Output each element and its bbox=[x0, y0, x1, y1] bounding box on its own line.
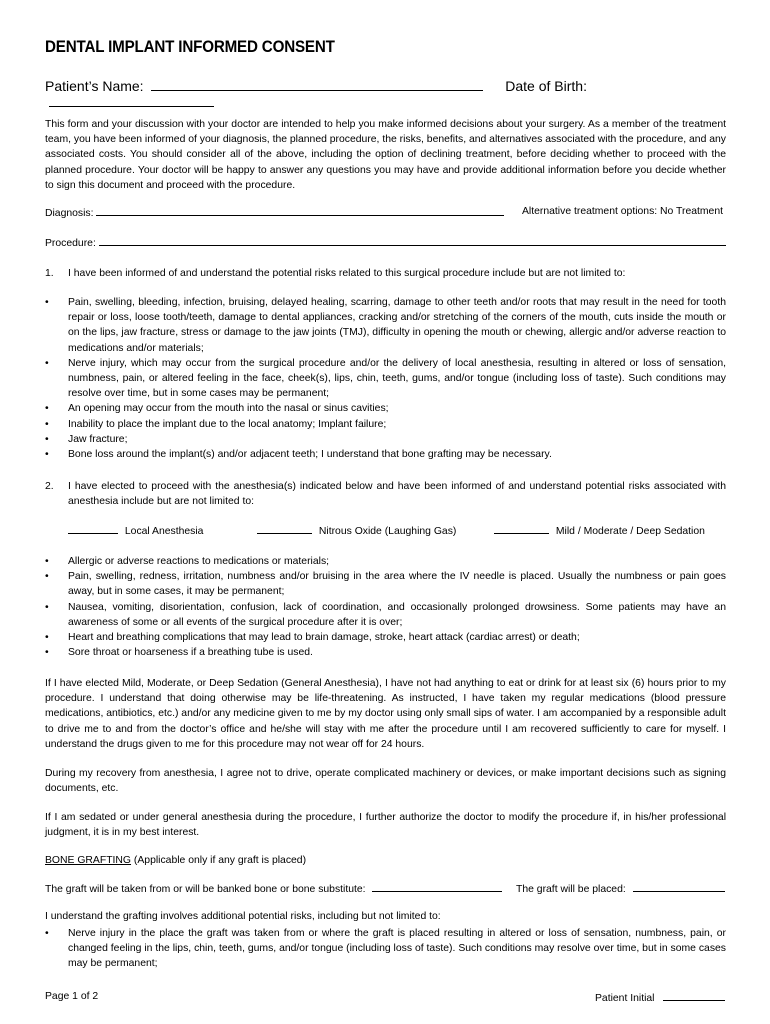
list-item: • Bone loss around the implant(s) and/or adjacent teeth; I understand that bone grafting may be necessary. bbox=[45, 449, 552, 461]
dob-label: Date of Birth: bbox=[505, 78, 587, 94]
section-1 bbox=[45, 266, 726, 281]
section-2-text: I have elected to proceed with the anesthesia(s) indicated below and have been informed of and understand potential risks associated with anesthesia include but are not limited to: bbox=[68, 481, 726, 508]
list-item: • Pain, swelling, bleeding, infection, bruising, delayed healing, scarring, damage to other teeth and/or roots that may result in the need for tooth repair or loss, loose tooth/teeth, damage to dental appliances, cracking and/or stretching of the corners of the mouth, cuts inside the mouth or on the lips, jaw fracture, stress or damage to the jaw joints (TMJ), difficulty in opening the mouth or chewing, allergic and/or adverse reaction to medications and/or materials; bbox=[45, 297, 726, 354]
procedure-row bbox=[45, 236, 726, 249]
modify-procedure-paragraph: If I am sedated or under general anesthesia during the procedure, I further authorize the doctor to modify the procedure if, in his/her professional judgment, it is in my best interest. bbox=[45, 812, 726, 839]
grafting-risks-intro: I understand the grafting involves additional potential risks, including but not limited to: bbox=[45, 911, 441, 922]
anesthesia-option-local bbox=[68, 524, 203, 537]
intro-paragraph: This form and your discussion with your doctor are intended to help you make informed decisions about your surgery. As a member of the treatment team, you have been informed of your diagnosis, the planned procedure, the risks, benefits, and alternatives associated with the procedure, and any associated costs. You should consider all of the above, including the option of declining treatment, before deciding whether to proceed with the planned procedure. Your doctor will be happy to answer any questions you may have and provide additional information before you decide whether to sign this document and proceed with the procedure. bbox=[45, 119, 727, 191]
patient-initial-row bbox=[595, 991, 725, 1004]
list-item: • Heart and breathing complications that may lead to brain damage, stroke, heart attack (cardiac arrest) or death; bbox=[45, 632, 580, 644]
section-1-risk-list bbox=[45, 295, 726, 462]
recovery-paragraph: During my recovery from anesthesia, I agree not to drive, operate complicated machinery or devices, or make important decisions such as signing documents, etc. bbox=[45, 768, 726, 795]
anesthesia-option-sedation bbox=[494, 524, 705, 537]
grafting-risk-list bbox=[45, 926, 726, 972]
section-2-risk-list bbox=[45, 554, 726, 660]
list-item: • Allergic or adverse reactions to medications or materials; bbox=[45, 556, 330, 567]
list-item: • An opening may occur from the mouth into the nasal or sinus cavities; bbox=[45, 403, 389, 415]
list-item: • Nausea, vomiting, disorientation, confusion, lack of coordination, and occasionally prolonged drowsiness. Some patients may have an awareness of some or all events of the surgical procedure after it is over; bbox=[45, 601, 726, 628]
alternative-treatment: Alternative treatment options: No Treatment bbox=[522, 206, 723, 217]
list-item: • Nerve injury in the place the graft was taken from or where the graft is placed resulting in altered or loss of sensation, numbness, pain, or changed feeling in the lips, chin, teeth, gums, and/or tongue (including loss of taste). Such conditions may resolve over time, but in some cases may be permanent; bbox=[45, 928, 726, 970]
graft-source-row bbox=[45, 882, 502, 895]
nitrous-oxide-label: Nitrous Oxide (Laughing Gas) bbox=[318, 526, 457, 537]
graft-source-label: The graft will be taken from or will be banked bone or bone substitute: bbox=[45, 884, 366, 895]
section-2 bbox=[45, 479, 726, 509]
list-item: • Jaw fracture; bbox=[45, 433, 128, 445]
bone-grafting-heading-row bbox=[45, 855, 306, 866]
procedure-label: Procedure: bbox=[45, 238, 96, 249]
dob-field[interactable] bbox=[49, 94, 214, 107]
list-item: • Sore throat or hoarseness if a breathing tube is used. bbox=[45, 647, 313, 659]
diagnosis-field[interactable] bbox=[96, 206, 504, 216]
sedation-paragraph: If I have elected Mild, Moderate, or Deep Sedation (General Anesthesia), I have not had anything to eat or drink for at least six (6) hours prior to my procedure. I understand that doing otherwise may be life-threatening. As instructed, I have taken my regular medications (blood pressure medications, antibiotics, etc.) and/or any medicine given to me by my doctor using only small sips of water. I am accompanied by a responsible adult to drive me to and from the doctor’s office and he/she will stay with me after the procedure until I am recovered sufficiently to care for myself. I understand the drugs given to me for this procedure may not wear off for 24 hours. bbox=[45, 678, 726, 750]
patient-name-field[interactable] bbox=[151, 78, 483, 91]
list-item: • Nerve injury, which may occur from the surgical procedure and/or the delivery of local anesthesia, resulting in altered or loss of sensation, numbness, pain, or altered feeling in the face, cheek(s), lips, chin, teeth, gums, and/or tongue (including loss of taste). Such conditions may resolve over time, but in some cases may be permanent; bbox=[45, 357, 726, 400]
page-number: Page 1 of 2 bbox=[45, 991, 99, 1002]
patient-info-row bbox=[45, 78, 725, 110]
patient-name-label: Patient’s Name: bbox=[45, 78, 144, 94]
nitrous-oxide-checkbox[interactable] bbox=[257, 524, 312, 534]
patient-initial-field[interactable] bbox=[663, 991, 725, 1001]
bone-grafting-note: (Applicable only if any graft is placed) bbox=[131, 855, 307, 866]
list-item: • Inability to place the implant due to the local anatomy; Implant failure; bbox=[45, 418, 387, 430]
diagnosis-label: Diagnosis: bbox=[45, 208, 94, 219]
document-title: DENTAL IMPLANT INFORMED CONSENT bbox=[45, 38, 335, 56]
diagnosis-row bbox=[45, 206, 504, 219]
graft-placed-label: The graft will be placed: bbox=[516, 884, 626, 895]
section-1-number: 1. bbox=[45, 268, 54, 279]
patient-initial-label: Patient Initial bbox=[595, 993, 655, 1004]
local-anesthesia-checkbox[interactable] bbox=[68, 524, 118, 534]
graft-placed-row bbox=[516, 882, 725, 895]
section-1-text: I have been informed of and understand the potential risks related to this surgical procedure include but are not limited to: bbox=[68, 268, 626, 279]
bone-grafting-heading: BONE GRAFTING bbox=[45, 855, 132, 866]
graft-placed-field[interactable] bbox=[633, 882, 725, 892]
list-item: • Pain, swelling, redness, irritation, numbness and/or bruising in the area where the IV needle is placed. Usually the numbness or pain goes away, but in some cases, it may be permanent; bbox=[45, 571, 726, 598]
sedation-checkbox[interactable] bbox=[494, 524, 549, 534]
local-anesthesia-label: Local Anesthesia bbox=[124, 526, 204, 537]
sedation-label: Mild / Moderate / Deep Sedation bbox=[555, 526, 705, 537]
section-2-number: 2. bbox=[45, 481, 54, 492]
procedure-field[interactable] bbox=[99, 236, 726, 246]
graft-source-field[interactable] bbox=[372, 882, 502, 892]
anesthesia-option-nitrous bbox=[257, 524, 456, 537]
